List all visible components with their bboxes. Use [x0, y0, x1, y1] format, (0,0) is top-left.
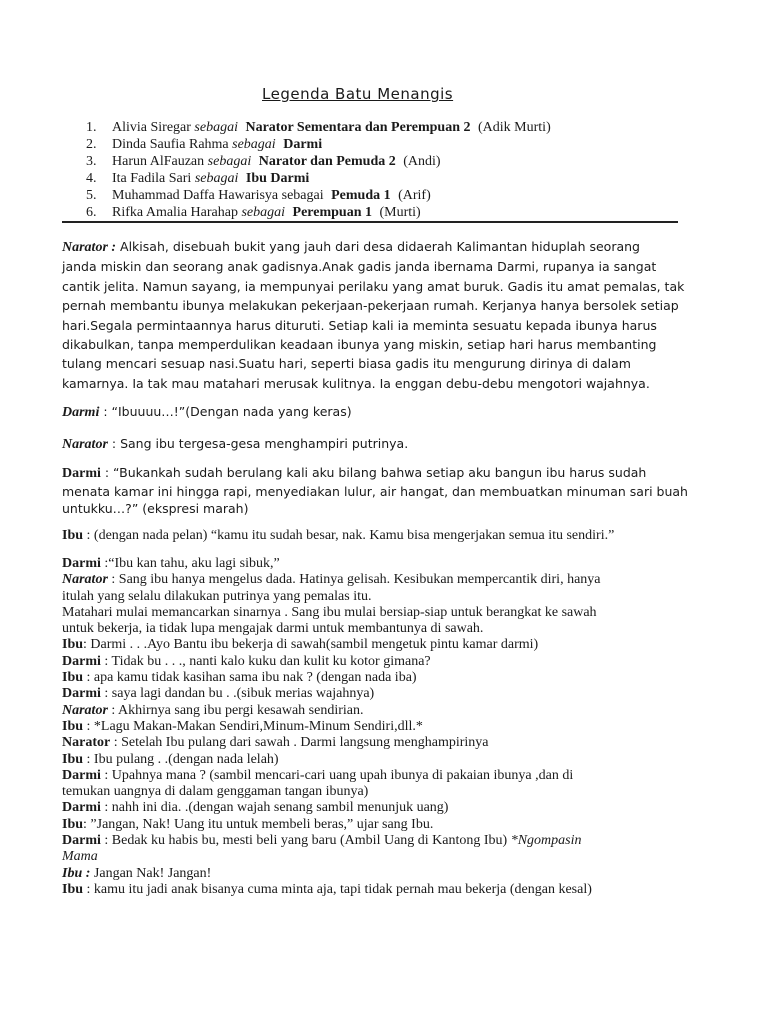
speaker-label: Ibu [62, 718, 84, 734]
speaker-label: Ibu : [62, 865, 91, 881]
paragraph-line: kamarnya. Ia tak mau matahari merusak kulitnya. Ia enggan debu-debu mengotori wajahnya. [62, 375, 650, 391]
divider-line [62, 221, 678, 223]
dialog-text: Matahari mulai memancarkan sinarnya . Sang ibu mulai bersiap-siap untuk berangkat ke sawah [62, 604, 597, 620]
paragraph-line: untukku…?” (ekspresi marah) [62, 501, 249, 516]
dialog-text: : Tidak bu . . ., nanti kalo kuku dan kulit ku kotor gimana? [100, 653, 431, 669]
dialog-text: itulah yang selalu dilakukan putrinya yang pemalas itu. [62, 588, 372, 604]
dialog-text: : Setelah Ibu pulang dari sawah . Darmi langsung menghampirinya [110, 735, 489, 751]
dialog-line [62, 735, 678, 751]
cast-name: Harun AlFauzan [112, 154, 205, 169]
dialog-line [62, 800, 678, 816]
dialog-line [62, 654, 678, 670]
paragraph-line: pernah membantu ibunya melakukan pekerjaan-pekerjaan rumah. Kerjanya hanya bersolek setiap [62, 298, 679, 314]
dialog-line [62, 719, 678, 735]
dialog-italic-text: Mama [62, 849, 98, 865]
cast-sebagai: sebagai [194, 171, 239, 186]
speaker-label: Narator [62, 702, 108, 718]
dialog-text: untuk bekerja, ia tidak lupa mengajak darmi untuk membantunya di sawah. [62, 621, 484, 637]
dialog-text: : Ibu pulang . .(dengan nada lelah) [83, 751, 279, 767]
cast-sebagai: sebagai [194, 120, 238, 135]
speaker-label: Narator : [62, 240, 117, 255]
cast-item [86, 170, 551, 187]
cast-role: Perempuan 1 [292, 205, 372, 220]
dialog-line [62, 621, 678, 637]
cast-role: Narator dan Pemuda 2 [258, 154, 396, 169]
cast-number: 4. [86, 171, 97, 186]
speaker-label: Darmi [62, 466, 101, 481]
cast-name: Alivia Siregar [112, 120, 191, 135]
dialog-line [62, 572, 678, 588]
speaker-label: Darmi [62, 686, 101, 702]
cast-role: Darmi [283, 137, 323, 152]
dialog-text: : Sang ibu tergesa-gesa menghampiri putrinya. [107, 436, 409, 451]
dialog-line [62, 752, 678, 768]
dialog-text: : saya lagi dandan bu . .(sibuk merias wajahnya) [100, 686, 375, 702]
dialog-text: : ”Jangan, Nak! Uang itu untuk membeli beras,” ujar sang Ibu. [83, 816, 434, 832]
speaker-label: Ibu [62, 881, 84, 897]
paragraph-line: tulang mencari sesuap nasi.Suatu hari, seperti biasa gadis itu mengurung dirinya di dalam [62, 356, 631, 372]
cast-sebagai: sebagai [232, 137, 276, 152]
speaker-label: Narator [62, 735, 111, 751]
dialog-text: : Bedak ku habis bu, mesti beli yang baru (Ambil Uang di Kantong Ibu) [100, 833, 511, 849]
cast-alias: (Andi) [403, 154, 441, 169]
dialog-text: : apa kamu tidak kasihan sama ibu nak ? (dengan nada iba) [83, 670, 417, 686]
cast-name: Rifka Amalia Harahap [112, 205, 238, 220]
dialog-line [62, 784, 678, 800]
dialog-text: : Upahnya mana ? (sambil mencari-cari uang upah ibunya di pakaian ibunya ,dan di [100, 767, 574, 783]
cast-role: Ibu Darmi [245, 171, 310, 186]
dialog-text: Jangan Nak! Jangan! [90, 865, 212, 881]
paragraph-line: dikabulkan, tanpa memperdulikan keadaan ibunya yang miskin, setiap hari harus membanting [62, 337, 657, 353]
dialog-line [62, 833, 678, 849]
dialog-italic-text: *Ngompasin [510, 833, 582, 849]
cast-alias: (Murti) [379, 205, 421, 220]
cast-number: 2. [86, 137, 97, 152]
cast-number: 3. [86, 154, 97, 169]
paragraph-narator-intro [62, 237, 685, 393]
dialog-line [62, 605, 678, 621]
speaker-label: Narator [62, 572, 108, 588]
dialog-line [62, 817, 678, 833]
cast-item [86, 187, 551, 204]
dialog-line [62, 768, 678, 784]
cast-sebagai: sebagai [241, 205, 286, 220]
cast-number: 1. [86, 120, 97, 135]
cast-sebagai: sebagai [207, 154, 252, 169]
speaker-label: Narator [62, 437, 108, 452]
dialog-line [62, 637, 678, 653]
cast-number: 6. [86, 205, 97, 220]
cast-list [86, 119, 551, 221]
speaker-label: Darmi [62, 653, 101, 669]
dialog-text: : “Ibuuuu…!”(Dengan nada yang keras) [99, 404, 352, 419]
speaker-label: Ibu [62, 637, 84, 653]
speaker-label: Darmi [62, 556, 101, 571]
dialog-text: : Akhirnya sang ibu pergi kesawah sendirian. [107, 702, 364, 718]
paragraph-line: : “Bukankah sudah berulang kali aku bilang bahwa setiap aku bangun ibu harus sudah [100, 465, 647, 480]
line-narator-2 [62, 435, 678, 453]
cast-role: Pemuda 1 [331, 188, 391, 203]
dialog-text: : Sang ibu hanya mengelus dada. Hatinya gelisah. Kesibukan mempercantik diri, hanya [107, 572, 601, 588]
speaker-label: Ibu [62, 751, 84, 767]
dialog-line [62, 866, 678, 882]
cast-name: Dinda Saufia Rahma [112, 137, 229, 152]
cast-number: 5. [86, 188, 97, 203]
line-ibu-1 [62, 527, 678, 544]
dialog-text: : Darmi . . .Ayo Bantu ibu bekerja di sawah(sambil mengetuk pintu kamar darmi) [83, 637, 539, 653]
dialog-text: :“Ibu kan tahu, aku lagi sibuk,” [100, 556, 280, 571]
cast-role: Narator Sementara dan Perempuan 2 [245, 120, 471, 135]
dialog-line [62, 849, 678, 865]
dialog-line [62, 589, 678, 605]
dialog-line [62, 882, 678, 898]
cast-alias: (Arif) [398, 188, 431, 203]
paragraph-line: hari.Segala permintaannya harus dituruti. Setiap kali ia meminta sesuatu kepada ibunya harus [62, 317, 657, 333]
speaker-label: Ibu [62, 528, 84, 543]
speaker-label: Ibu [62, 670, 84, 686]
paragraph-line: cantik jelita. Namun sayang, ia mempunyai perilaku yang amat buruk. Gadis itu amat pemalas, tak [62, 278, 685, 294]
speaker-label: Darmi [62, 800, 101, 816]
speaker-label: Darmi [62, 833, 101, 849]
dialog-line [62, 556, 678, 572]
paragraph-line: Alkisah, disebuah bukit yang jauh dari desa didaerah Kalimantan hiduplah seorang [116, 239, 640, 254]
dialog-text: : *Lagu Makan-Makan Sendiri,Minum-Minum Sendiri,dll.* [83, 718, 423, 734]
dialog-line [62, 703, 678, 719]
cast-item [86, 153, 551, 170]
cast-name: Ita Fadila Sari [112, 171, 192, 186]
dialog-text: : kamu itu jadi anak bisanya cuma minta aja, tapi tidak pernah mau bekerja (dengan kesal) [83, 881, 592, 897]
paragraph-darmi-2 [62, 464, 688, 518]
dialog-line [62, 670, 678, 686]
line-darmi-1 [62, 403, 678, 421]
cast-item [86, 204, 551, 221]
dialog-text: : (dengan nada pelan) “kamu itu sudah besar, nak. Kamu bisa mengerjakan semua itu sendiri.” [83, 528, 615, 543]
paragraph-line: janda miskin dan seorang anak gadisnya.Anak gadis janda ibernama Darmi, rupanya ia sangat [62, 259, 657, 275]
cast-name: Muhammad Daffa Hawarisya sebagai [112, 188, 324, 203]
paragraph-line: menata kamar ini hingga rapi, menyediakan lulur, air hangat, dan membuatkan minuman sari buah [62, 483, 688, 499]
dialog-text: : nahh ini dia. .(dengan wajah senang sambil menunjuk uang) [100, 800, 449, 816]
dialog-block [62, 556, 678, 898]
cast-item [86, 136, 551, 153]
speaker-label: Darmi [62, 767, 101, 783]
speaker-label: Darmi [62, 405, 100, 420]
dialog-line [62, 686, 678, 702]
cast-alias: (Adik Murti) [478, 120, 551, 135]
document-title: Legenda Batu Menangis [262, 85, 454, 103]
dialog-text: temukan uangnya di dalam genggaman tangan ibunya) [62, 784, 369, 800]
cast-item [86, 119, 551, 136]
speaker-label: Ibu [62, 816, 84, 832]
